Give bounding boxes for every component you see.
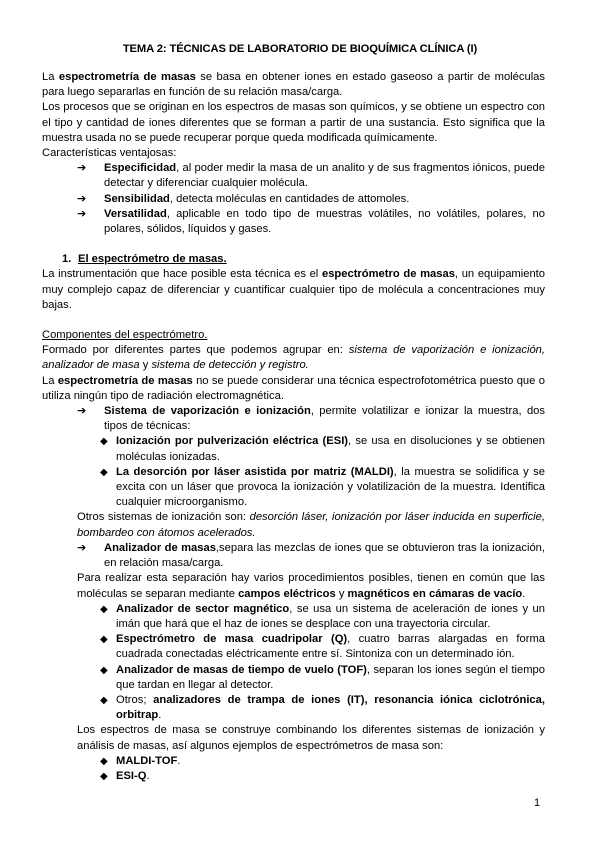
list-item-specificity: ➔ Especificidad, al poder medir la masa de un analito y de sus fragmentos iónicos, puede detectar y diferenciar cualquier molécula.	[77, 161, 545, 191]
diamond-bullet-icon: ◆	[100, 466, 108, 478]
list-item-maldi: ◆ La desorción por láser asistida por matriz (MALDI), la muestra se solidifica y se excita con un láser que provoca la ionización y volatilización de la muestra. Identifica cualquier microorganismo.	[100, 465, 545, 511]
section1-paragraph: La instrumentación que hace posible esta técnica es el espectrómetro de masas, un equipamiento muy complejo capaz de diferenciar y cuantificar cualquier tipo de molécula a concentraciones muy bajas.	[42, 268, 545, 311]
list-item-quadrupole: ◆ Espectrómetro de masa cuadripolar (Q), cuatro barras alargadas en forma cuadrada conectadas eléctricamente entre sí. Sintoniza con un determinado ión.	[100, 632, 545, 662]
list-item-tof: ◆ Analizador de masas de tiempo de vuelo (TOF), separan los iones según el tiempo que tardan en llegar al detector.	[100, 663, 545, 693]
list-item-ionization-system: ➔ Sistema de vaporización e ionización, permite volatilizar e ionizar la muestra, dos tipos de técnicas:	[77, 404, 545, 434]
list-item-esi: ◆ Ionización por pulverización eléctrica (ESI), se usa en disoluciones y se obtienen moléculas ionizadas.	[100, 434, 545, 464]
list-item-maldi-tof: ◆ MALDI-TOF.	[100, 754, 545, 769]
diamond-bullet-icon: ◆	[100, 664, 108, 676]
document-body	[42, 70, 545, 784]
advantages-lead: Características ventajosas:	[42, 147, 177, 160]
list-item-magnetic-sector: ◆ Analizador de sector magnético, se usa un sistema de aceleración de iones y un imán que hará que el haz de iones se desplace con una trayectoria circular.	[100, 602, 545, 632]
diamond-bullet-icon: ◆	[100, 770, 108, 782]
arrow-bullet-icon: ➔	[77, 541, 87, 554]
combination-paragraph: Los espectros de masa se construye combinando los diferentes sistemas de ionización y análisis de masas, así algunos ejemplos de espectrómetros de masa son:	[77, 724, 545, 752]
arrow-bullet-icon: ➔	[77, 192, 87, 205]
list-item-esi-q: ◆ ESI-Q.	[100, 769, 545, 784]
components-paragraph-1: Formado por diferentes partes que podemos agrupar en: sistema de vaporización e ionización, analizador de masa y sistema de detección y registro.	[42, 344, 545, 372]
section-heading: 1. El espectrómetro de masas.	[62, 253, 227, 266]
components-paragraph-2: La espectrometría de masas no se puede considerar una técnica espectrofotométrica puesto que o utiliza ningún tipo de radiación electromagnética.	[42, 374, 545, 402]
page-number: 1	[534, 797, 541, 809]
diamond-bullet-icon: ◆	[100, 755, 108, 767]
other-ionization-systems: Otros sistemas de ionización son: desorción láser, ionización por láser inducida en superficie, bombardeo con átomos acelerados.	[77, 511, 546, 539]
list-item-other-analyzers: ◆ Otros; analizadores de trampa de iones (IT), resonancia iónica ciclotrónica, orbitrap.	[100, 693, 545, 723]
diamond-bullet-icon: ◆	[100, 603, 108, 615]
analyzer-paragraph: Para realizar esta separación hay varios procedimientos posibles, tienen en común que las moléculas se separan mediante campos eléctricos y magnéticos en cámaras de vacío.	[77, 572, 545, 600]
diamond-bullet-icon: ◆	[100, 634, 108, 646]
subsection-heading: Componentes del espectrómetro.	[42, 329, 208, 342]
diamond-bullet-icon: ◆	[100, 436, 108, 448]
intro-paragraph-2: Los procesos que se originan en los espectros de masas son químicos, y se obtiene un espectro con el tipo y cantidad de iones diferentes que se forman a partir de una sustancia. Esto significa que la muestra usada no se puede recuperar porque queda modificada químicamente.	[42, 101, 545, 144]
page-title: TEMA 2: TÉCNICAS DE LABORATORIO DE BIOQUÍMICA CLÍNICA (I)	[122, 43, 478, 55]
arrow-bullet-icon: ➔	[77, 162, 87, 175]
list-item-mass-analyzer: ➔ Analizador de masas,separa las mezclas de iones que se obtuvieron tras la ionización, en relación masa/carga.	[77, 541, 545, 571]
arrow-bullet-icon: ➔	[77, 405, 87, 418]
list-item-versatility: ➔ Versatilidad, aplicable en todo tipo de muestras volátiles, no volátiles, polares, no polares, sólidos, líquidos y gases.	[77, 207, 545, 237]
arrow-bullet-icon: ➔	[77, 207, 87, 220]
diamond-bullet-icon: ◆	[100, 694, 108, 706]
intro-paragraph-1: La espectrometría de masas se basa en obtener iones en estado gaseoso a partir de moléculas para luego separarlas en función de su relación masa/carga.	[42, 71, 546, 99]
list-item-sensitivity: ➔ Sensibilidad, detecta moléculas en cantidades de attomoles.	[77, 192, 545, 207]
